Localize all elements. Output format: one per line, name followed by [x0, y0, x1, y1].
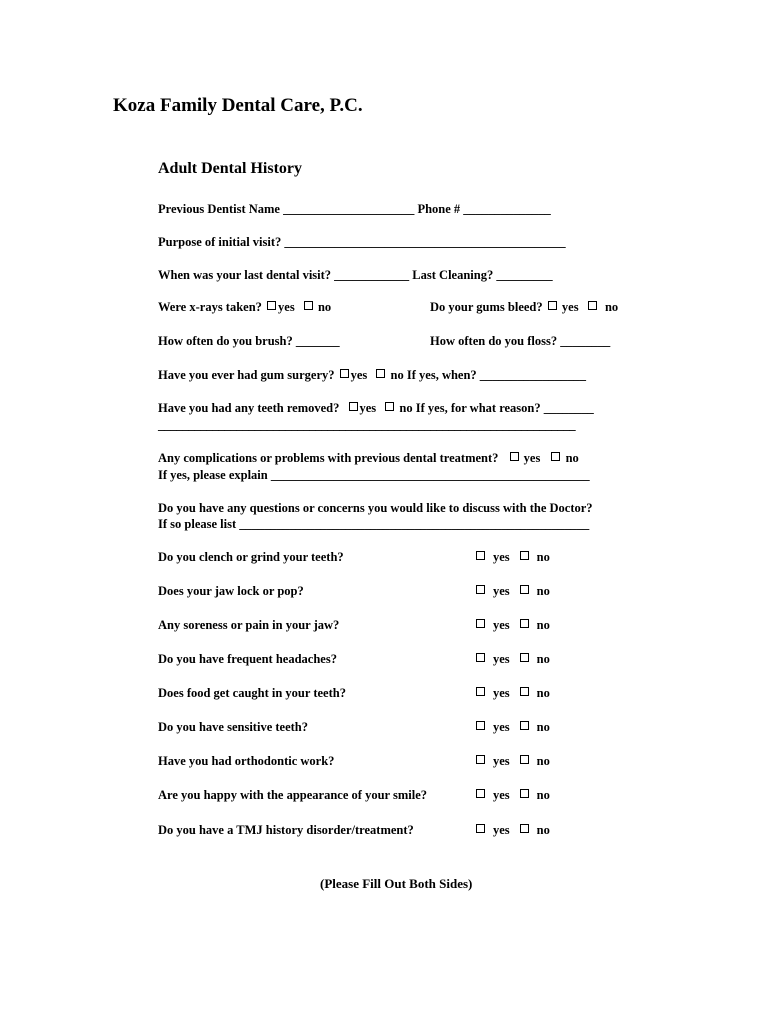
yes-checkbox[interactable]	[476, 687, 485, 696]
yes-checkbox[interactable]	[476, 721, 485, 730]
yes-label: yes	[493, 720, 510, 734]
footer-note: (Please Fill Out Both Sides)	[320, 876, 473, 891]
yes-label: yes	[493, 823, 510, 837]
yes-no-options	[474, 584, 550, 599]
no-label: no	[536, 618, 550, 632]
teeth-removed-label: Have you had any teeth removed?	[158, 401, 340, 415]
teeth-removed-reason-field[interactable]: If yes, for what reason? ________	[415, 401, 594, 415]
xrays-yes-checkbox[interactable]	[267, 301, 276, 310]
no-checkbox[interactable]	[520, 755, 529, 764]
complications-explain-field[interactable]: If yes, please explain ___________________________________________________	[158, 468, 590, 482]
yes-no-options	[474, 754, 550, 769]
xrays-no-checkbox[interactable]	[304, 301, 313, 310]
gum-surgery-no-checkbox[interactable]	[376, 369, 385, 378]
yes-label: yes	[350, 368, 368, 382]
yes-no-options	[474, 788, 550, 803]
yes-no-options	[474, 823, 550, 838]
complications-yes-checkbox[interactable]	[510, 452, 519, 461]
yes-checkbox[interactable]	[476, 824, 485, 833]
yes-no-question-label: Does your jaw lock or pop?	[158, 584, 304, 598]
yes-label: yes	[359, 401, 377, 415]
gum-surgery-yes-checkbox[interactable]	[340, 369, 349, 378]
yes-checkbox[interactable]	[476, 619, 485, 628]
gum-surgery-label: Have you ever had gum surgery?	[158, 368, 335, 382]
yes-checkbox[interactable]	[476, 585, 485, 594]
no-label: no	[536, 754, 550, 768]
yes-no-question-label: Do you have frequent headaches?	[158, 652, 337, 666]
gums-yes-checkbox[interactable]	[548, 301, 557, 310]
gums-question	[430, 300, 618, 315]
no-label: no	[536, 652, 550, 666]
no-label: no	[536, 584, 550, 598]
no-label: no	[399, 401, 413, 415]
yes-no-question-label: Do you have a TMJ history disorder/treatment?	[158, 823, 414, 837]
no-label: no	[536, 550, 550, 564]
yes-label: yes	[493, 618, 510, 632]
gum-surgery-question	[158, 368, 586, 383]
yes-label: yes	[493, 584, 510, 598]
yes-no-question-label: Are you happy with the appearance of your smile?	[158, 788, 427, 802]
no-checkbox[interactable]	[520, 789, 529, 798]
yes-no-options	[474, 720, 550, 735]
yes-checkbox[interactable]	[476, 551, 485, 560]
no-label: no	[536, 686, 550, 700]
yes-label: yes	[493, 754, 510, 768]
yes-no-question-label: Do you clench or grind your teeth?	[158, 550, 344, 564]
purpose-field[interactable]: Purpose of initial visit? _____________________________________________	[158, 235, 566, 249]
no-checkbox[interactable]	[520, 824, 529, 833]
complications-no-checkbox[interactable]	[551, 452, 560, 461]
no-label: no	[390, 368, 404, 382]
xrays-question	[158, 300, 331, 315]
no-label: no	[536, 788, 550, 802]
complications-question	[158, 451, 579, 466]
yes-label: yes	[278, 300, 295, 314]
yes-label: yes	[493, 788, 510, 802]
gums-no-checkbox[interactable]	[588, 301, 597, 310]
teeth-removed-no-checkbox[interactable]	[385, 402, 394, 411]
yes-no-options	[474, 652, 550, 667]
previous-dentist-field[interactable]: Previous Dentist Name _____________________ Phone # ______________	[158, 202, 551, 216]
yes-label: yes	[493, 686, 510, 700]
brush-field[interactable]: How often do you brush? _______	[158, 334, 340, 348]
no-label: no	[536, 823, 550, 837]
yes-no-options	[474, 686, 550, 701]
yes-no-question-label: Have you had orthodontic work?	[158, 754, 335, 768]
no-label: no	[604, 300, 619, 314]
yes-no-question-label: Does food get caught in your teeth?	[158, 686, 346, 700]
gum-surgery-when-field[interactable]: If yes, when? _________________	[406, 368, 587, 382]
floss-field[interactable]: How often do you floss? ________	[430, 334, 611, 348]
questions-list-field[interactable]: If so please list ________________________________________________________	[158, 517, 590, 531]
questions-label: Do you have any questions or concerns you would like to discuss with the Doctor?	[158, 501, 593, 515]
no-checkbox[interactable]	[520, 619, 529, 628]
no-checkbox[interactable]	[520, 687, 529, 696]
teeth-removed-question	[158, 401, 594, 416]
yes-label: yes	[561, 300, 579, 314]
yes-label: yes	[523, 451, 541, 465]
yes-no-options	[474, 550, 550, 565]
form-title: Adult Dental History	[158, 160, 302, 177]
xrays-label: Were x-rays taken?	[158, 300, 262, 314]
complications-label: Any complications or problems with previous dental treatment?	[158, 451, 499, 465]
yes-no-question-label: Do you have sensitive teeth?	[158, 720, 308, 734]
yes-checkbox[interactable]	[476, 653, 485, 662]
practice-title: Koza Family Dental Care, P.C.	[113, 95, 363, 116]
no-label: no	[565, 451, 579, 465]
yes-label: yes	[493, 652, 510, 666]
no-checkbox[interactable]	[520, 585, 529, 594]
teeth-removed-line[interactable]: _____________________________________________________________________	[158, 418, 576, 432]
yes-label: yes	[493, 550, 510, 564]
no-checkbox[interactable]	[520, 721, 529, 730]
yes-checkbox[interactable]	[476, 789, 485, 798]
teeth-removed-yes-checkbox[interactable]	[349, 402, 358, 411]
yes-checkbox[interactable]	[476, 755, 485, 764]
yes-no-question-label: Any soreness or pain in your jaw?	[158, 618, 340, 632]
yes-no-options	[474, 618, 550, 633]
last-visit-field[interactable]: When was your last dental visit? ____________ Last Cleaning? _________	[158, 268, 553, 282]
no-checkbox[interactable]	[520, 653, 529, 662]
gums-label: Do your gums bleed?	[430, 300, 543, 314]
no-checkbox[interactable]	[520, 551, 529, 560]
no-label: no	[536, 720, 550, 734]
no-label: no	[317, 300, 332, 314]
